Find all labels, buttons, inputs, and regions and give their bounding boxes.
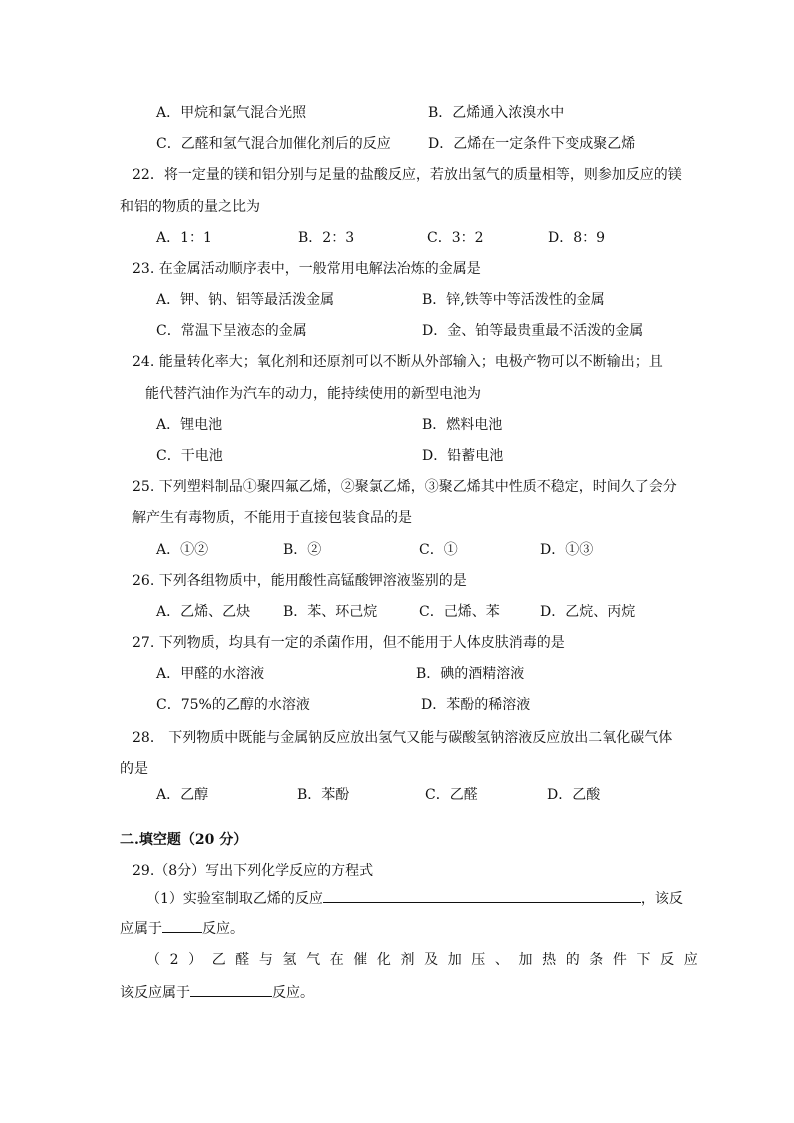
- q29-part2-type-blank[interactable]: [190, 982, 272, 997]
- q24-option-d: D．铅蓄电池: [422, 448, 504, 464]
- q27-option-c: C．75%的乙醇的水溶液: [156, 697, 310, 713]
- q21-option-a: A．甲烷和氯气混合光照: [156, 105, 307, 121]
- q28-option-d: D．乙酸: [547, 787, 601, 803]
- q29-part2-type-suffix: 反应。: [272, 985, 314, 1001]
- q21-option-b: B．乙烯通入浓溴水中: [428, 105, 565, 121]
- section-title-fill-in: 二.填空题（20 分）: [120, 832, 248, 848]
- q28-option-c: C．乙醛: [425, 787, 478, 803]
- q24-stem-line2: 能代替汽油作为汽车的动力，能持续使用的新型电池为: [145, 386, 481, 402]
- q26-option-d: D．乙烷、丙烷: [540, 604, 636, 620]
- q23-stem: 23. 在金属活动顺序表中，一般常用电解法冶炼的金属是: [132, 261, 481, 277]
- q29-part1-type-blank[interactable]: [162, 918, 202, 933]
- q23-option-c: C．常温下呈液态的金属: [156, 323, 307, 339]
- q29-part1-answer-blank[interactable]: [323, 888, 641, 903]
- q26-option-c: C．己烯、苯: [419, 604, 500, 620]
- q26-option-b: B．苯、环己烷: [283, 604, 378, 620]
- q28-stem-line1: 28． 下列物质中既能与金属钠反应放出氢气又能与碳酸氢钠溶液反应放出二氧化碳气体: [132, 730, 673, 746]
- q27-option-a: A．甲醛的水溶液: [156, 666, 265, 682]
- q27-option-d: D．苯酚的稀溶液: [421, 697, 531, 713]
- q25-option-b: B．②: [283, 542, 322, 558]
- q22-option-b: B．2：3: [298, 230, 355, 246]
- q29-part2-line2: [120, 982, 314, 1002]
- q29-part1-suffix: ，该反: [640, 891, 683, 907]
- q22-option-c: C．3：2: [427, 230, 484, 246]
- q29-part1-type-suffix: 反应。: [202, 921, 244, 937]
- q21-option-c: C．乙醛和氢气混合加催化剂后的反应: [156, 136, 391, 152]
- q25-option-d: D．①③: [540, 542, 594, 558]
- q23-option-d: D．金、铂等最贵重最不活泼的金属: [422, 323, 644, 339]
- q28-option-a: A．乙醇: [156, 787, 209, 803]
- q22-option-d: D．8：9: [548, 230, 606, 246]
- q29-part1-label: （1）实验室制取乙烯的反应: [146, 891, 323, 907]
- q25-option-a: A．①②: [156, 542, 209, 558]
- q27-option-b: B．碘的酒精溶液: [416, 666, 525, 682]
- q28-option-b: B．苯酚: [297, 787, 350, 803]
- q22-stem-line1: 22．将一定量的镁和铝分别与足量的盐酸反应，若放出氢气的质量相等，则参加反应的镁: [132, 167, 682, 183]
- q29-stem: 29.（8分）写出下列化学反应的方程式: [132, 863, 374, 879]
- q22-option-a: A．1：1: [156, 230, 212, 246]
- q23-option-b: B．锌,铁等中等活泼性的金属: [422, 292, 605, 308]
- q23-option-a: A．钾、钠、铝等最活泼金属: [156, 292, 335, 308]
- q24-option-a: A．锂电池: [156, 417, 223, 433]
- q24-option-c: C．干电池: [156, 448, 223, 464]
- q29-part1-line2: [120, 918, 244, 938]
- q29-part2-type-label: 该反应属于: [120, 985, 190, 1001]
- q22-stem-line2: 和铝的物质的量之比为: [120, 199, 260, 215]
- q29-part1-type-label: 应属于: [120, 921, 162, 937]
- q21-option-d: D．乙烯在一定条件下变成聚乙烯: [428, 136, 636, 152]
- q25-stem-line1: 25. 下列塑料制品①聚四氟乙烯，②聚氯乙烯，③聚乙烯其中性质不稳定，时间久了会分: [132, 479, 677, 495]
- q29-part2-line1: （2）乙醛与氢气在催化剂及加压、加热的条件下反应: [146, 952, 708, 968]
- q26-stem: 26. 下列各组物质中，能用酸性高锰酸钾溶液鉴别的是: [132, 573, 467, 589]
- q28-stem-line2: 的是: [120, 761, 148, 777]
- q24-stem-line1: 24. 能量转化率大；氧化剂和还原剂可以不断从外部输入；电极产物可以不断输出；且: [132, 354, 663, 370]
- q25-stem-line2: 解产生有毒物质，不能用于直接包装食品的是: [132, 510, 412, 526]
- q26-option-a: A．乙烯、乙炔: [156, 604, 251, 620]
- q29-part1-line1: [146, 888, 683, 908]
- q27-stem: 27. 下列物质，均具有一定的杀菌作用，但不能用于人体皮肤消毒的是: [132, 635, 565, 651]
- q25-option-c: C．①: [419, 542, 458, 558]
- q24-option-b: B．燃料电池: [422, 417, 503, 433]
